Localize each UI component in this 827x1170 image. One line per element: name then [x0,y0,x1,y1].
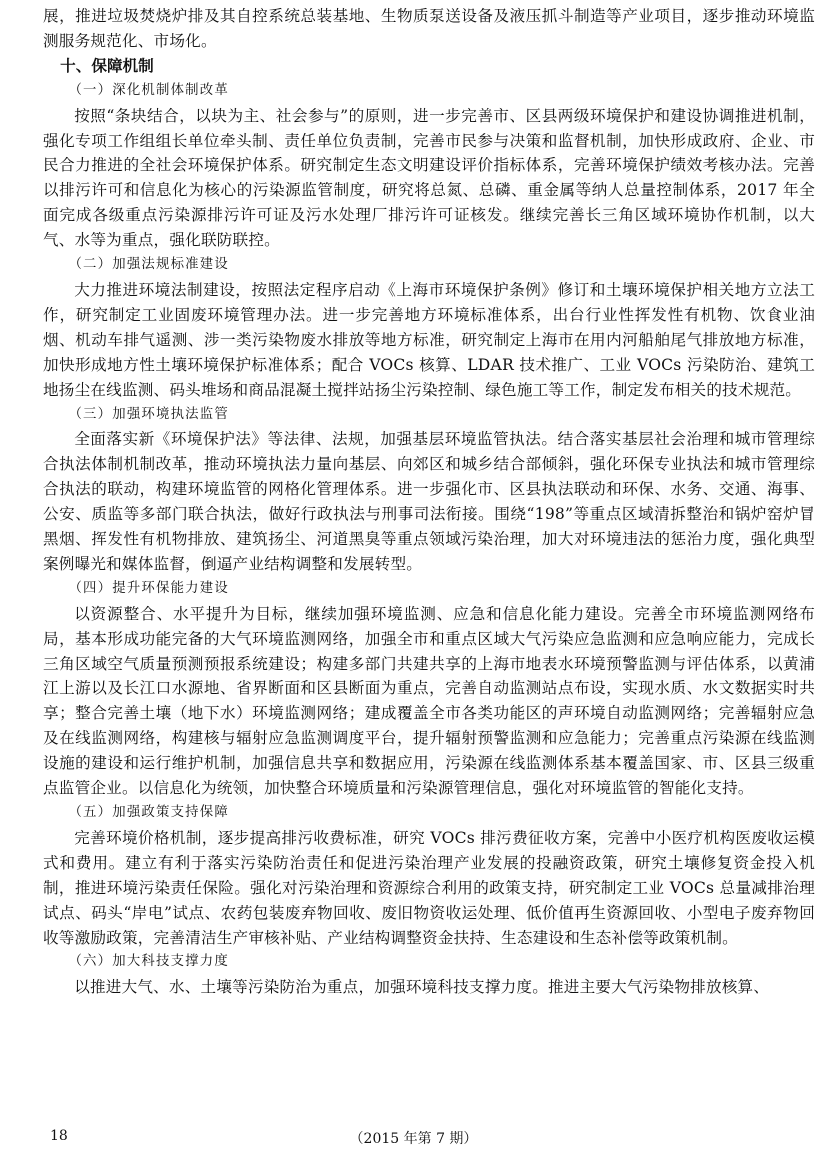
subsection-title-6: （六）加大科技支撑力度 [68,954,229,970]
issue-label: （2015 年第 7 期） [349,1131,478,1147]
intro-paragraph: 展，推进垃圾焚烧炉排及其自控系统总装基地、生物质泵送设备及液压抓斗制造等产业项目，逐步推动环境监测服务规范化、市场化。 [43,7,815,50]
subsection-paragraph-5: 完善环境价格机制，逐步提高排污收费标准，研究 VOCs 排污费征收方案，完善中小医疗机构医废收运模式和费用。建立有利于落实污染防治责任和促进污染治理产业发展的投融资政策，研究土壤修复资金投入机制，推进环境污染责任保险。强化对污染治理和资源综合利用的政策支持，研究制定工业 VOCs 总量减排治理试点、码头“岸电”试点、农药包装废弃物回收、废旧物资收运处理、低价值再生资源回收、小型电子废弃物回收等激励政策，完善清洁生产审核补贴、产业结构调整资金扶持、生态建设和生态补偿等政策机制。 [43,828,815,947]
subsection-paragraph-1: 按照“条块结合，以块为主、社会参与”的原则，进一步完善市、区县两级环境保护和建设协调推进机制，强化专项工作组组长单位牵头制、责任单位负责制，完善市民参与决策和监督机制，加快形成政府、企业、市民合力推进的全社会环境保护体系。研究制定生态文明建设评价指标体系，完善环境保护绩效考核办法。完善以排污许可和信息化为核心的污染源监管制度，研究将总氮、总磷、重金属等纳人总量控制体系，2017 年全面完成各级重点污染源排污许可证及污水处理厂排污许可证核发。继续完善长三角区域环境协作机制，以大气、水等为重点，强化联防联控。 [43,106,815,250]
section-title: 十、保障机制 [60,55,154,75]
article-body [43,4,815,1000]
subsection-paragraph-2: 大力推进环境法制建设，按照法定程序启动《上海市环境保护条例》修订和土壤环境保护相关地方立法工作，研究制定工业固废环境管理办法。进一步完善地方环境标准体系，出台行业性挥发性有机物、饮食业油烟、机动车排气遥测、涉一类污染物废水排放等地方标准，研究制定上海市在用内河船舶尾气排放地方标准，加快形成地方性土壤环境保护标准体系；配合 VOCs 核算、LDAR 技术推广、工业 VOCs 污染防治、建筑工地扬尘在线监测、码头堆场和商品混凝土搅拌站扬尘污染控制、绿色施工等工作，制定发布相关的技术规范。 [43,280,815,399]
subsection-title-2: （二）加强法规标准建设 [68,257,229,273]
subsection-title-5: （五）加强政策支持保障 [68,805,229,820]
subsection-title-3: （三）加强环境执法监管 [68,406,229,422]
subsection-paragraph-6: 以推进大气、水、土壤等污染防治为重点，加强环境科技支撑力度。推进主要大气污染物排放核算、 [74,978,770,997]
page-footer [0,1128,827,1154]
subsection-paragraph-3: 全面落实新《环境保护法》等法律、法规，加强基层环境监管执法。结合落实基层社会治理和城市管理综合执法体制机制改革，推动环境执法力量向基层、向郊区和城乡结合部倾斜，强化环保专业执法和城市管理综合执法的联动，构建环境监管的网格化管理体系。进一步强化市、区县执法联动和环保、水务、交通、海事、公安、质监等多部门联合执法，做好行政执法与刑事司法衔接。围绕“198”等重点区域清拆整治和锅炉窑炉冒黑烟、挥发性有机物排放、建筑扬尘、河道黑臭等重点领域污染治理，加大对环境违法的惩治力度，强化典型案例曝光和媒体监督，倒逼产业结构调整和发展转型。 [43,430,815,573]
subsection-title-1: （一）深化机制体制改革 [68,82,229,98]
page-number: 18 [50,1128,68,1144]
subsection-paragraph-4: 以资源整合、水平提升为目标，继续加强环境监测、应急和信息化能力建设。完善全市环境监测网络布局，基本形成功能完备的大气环境监测网络，加强全市和重点区域大气污染应急监测和应急响应能力，完成长三角区域空气质量预测预报系统建设；构建多部门共建共享的上海市地表水环境预警监测与评估体系，以黄浦江上游以及长江口水源地、省界断面和区县断面为重点，完善自动监测站点布设，实现水质、水文数据实时共享；整合完善土壤（地下水）环境监测网络；建成覆盖全市各类功能区的声环境自动监测网络；完善辐射应急及在线监测网络，构建核与辐射应急监测调度平台，提升辐射预警监测和应急能力；完善重点污染源在线监测设施的建设和运行维护机制，加强信息共享和数据应用，污染源在线监测体系基本覆盖国家、市、区县三级重点监管企业。以信息化为统领，加快整合环境质量和污染源管理信息，强化对环境监管的智能化支持。 [43,604,815,798]
subsection-title-4: （四）提升环保能力建设 [68,580,229,596]
